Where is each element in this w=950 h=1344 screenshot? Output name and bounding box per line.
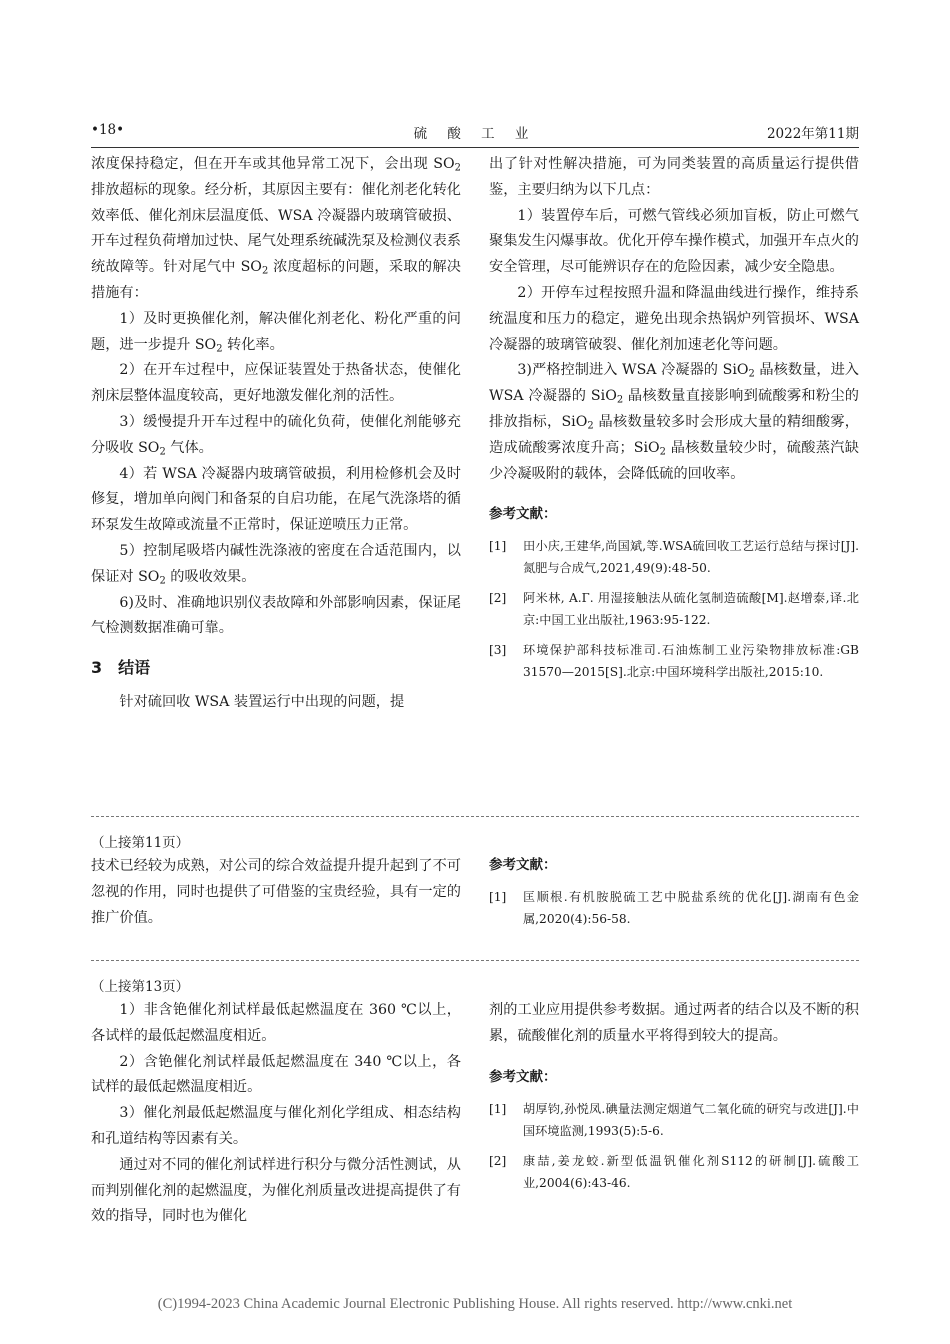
list-item: 2）在开车过程中，应保证装置处于热备状态，使催化剂床层整体温度较高，更好地激发催化剂的活性。 — [91, 362, 461, 405]
list-item: 1）及时更换催化剂，解决催化剂老化、粉化严重的问题，进一步提升 $SO_2$ 转化率。 — [91, 310, 461, 355]
paragraph: 浓度保持稳定，但在开车或其他异常工况下，会出现 $SO_2$ 排放超标的现象。经分析，其原因主要有：催化剂老化转化效率低、催化剂床层温度低、WSA 冷凝器内玻璃管破损、开车过程负荷增加过快、尾气处理系统碱洗泵及检测仪表系统故障等。针对尾气中 $SO_2$ 浓度超标的问题，采取的解决措施有： — [91, 156, 461, 301]
section-divider — [91, 960, 859, 961]
list-item: 3)严格控制进入 WSA 冷凝器的 SiO$_2$ 晶核数量，进入 WSA 冷凝器的 SiO$_2$ 晶核数量直接影响到硫酸雾和粉尘的排放指标，SiO$_2$ 晶核数量较多时会形成大量的精细酸雾，造成硫酸雾浓度升高；SiO$_2$ 晶核数量较少时，硫酸蒸汽缺少冷凝吸附的载体，会降低硫的回收率。 — [489, 362, 859, 482]
reference-item: [1] 田小庆,王建华,尚国斌,等.WSA硫回收工艺运行总结与探讨[J].氮肥与合成气,2021,49(9):48-50. — [489, 539, 859, 576]
list-item: 3）缓慢提升开车过程中的硫化负荷，使催化剂能够充分吸收 $SO_2$ 气体。 — [91, 413, 461, 458]
paragraph: 技术已经较为成熟，对公司的综合效益提升提升起到了不可忽视的作用，同时也提供了可借鉴的宝贵经验，具有一定的推广价值。 — [91, 858, 461, 926]
bottom-right-column — [489, 998, 859, 1202]
section-divider — [91, 816, 859, 817]
running-header — [91, 122, 859, 144]
list-item: 5）控制尾吸塔内碱性洗涤液的密度在合适范围内，以保证对 $SO_2$ 的吸收效果。 — [91, 542, 461, 587]
top-right-column — [489, 152, 859, 691]
journal-name: 硫 酸 工 业 — [413, 126, 537, 142]
copyright-footer: (C)1994-2023 China Academic Journal Electronic Publishing House. All rights reserved. http://www.cnki.net — [157, 1296, 793, 1312]
reference-item: [3] 环境保护部科技标准司.石油炼制工业污染物排放标准:GB 31570—2015[S].北京:中国环境科学出版社,2015:10. — [489, 643, 859, 680]
mid-left-column — [91, 832, 461, 931]
reference-item: [1] 匡顺根.有机胺脱硫工艺中脱盐系统的优化[J].湖南有色金属,2020(4):56-58. — [489, 890, 859, 926]
page-number: •18• — [91, 122, 125, 138]
reference-item: [2] 康喆,姜龙蛟.新型低温钒催化剂S112的研制[J].硫酸工业,2004(6):43-46. — [489, 1153, 859, 1190]
paragraph: 剂的工业应用提供参考数据。通过两者的结合以及不断的积累，硫酸催化剂的质量水平将得到较大的提高。 — [489, 1002, 859, 1044]
list-item: 2）开停车过程按照升温和降温曲线进行操作，维持系统温度和压力的稳定，避免出现余热锅炉列管损坏、WSA 冷凝器的玻璃管破裂、催化剂加速老化等问题。 — [489, 284, 859, 353]
issue-label: 2022年第11期 — [766, 126, 859, 142]
section-heading: 3 结语 — [91, 658, 151, 678]
mid-right-column — [489, 842, 859, 938]
references-heading: 参考文献： — [489, 1068, 557, 1085]
paragraph: 通过对不同的催化剂试样进行积分与微分活性测试，从而判别催化剂的起燃温度，为催化剂质量改进提高提供了有效的指导，同时也为催化 — [91, 1156, 461, 1225]
reference-item: [2] 阿米林, A.Г. 用湿接触法从硫化氢制造硫酸[M].赵增泰,译.北京:中国工业出版社,1963:95-122. — [489, 591, 859, 628]
continued-from-label: （上接第13页） — [91, 979, 190, 995]
list-item: 3）催化剂最低起燃温度与催化剂化学组成、相态结构和孔道结构等因素有关。 — [91, 1105, 461, 1147]
bottom-left-column — [91, 976, 461, 1230]
top-left-column — [91, 152, 461, 716]
paragraph: 针对硫回收 WSA 装置运行中出现的问题，提 — [119, 694, 405, 711]
list-item: 4）若 WSA 冷凝器内玻璃管破损，利用检修机会及时修复，增加单向阀门和备泵的自启功能，在尾气洗涤塔的循环泵发生故障或流量不正常时，保证逆喷压力正常。 — [91, 465, 461, 534]
references-heading: 参考文献： — [489, 857, 557, 873]
header-rule — [91, 147, 859, 148]
references-heading: 参考文献： — [489, 506, 557, 523]
list-item: 6)及时、准确地识别仪表故障和外部影响因素，保证尾气检测数据准确可靠。 — [91, 594, 461, 637]
list-item: 1）非含铯催化剂试样最低起燃温度在 360 ℃以上，各试样的最低起燃温度相近。 — [91, 1002, 461, 1044]
paragraph: 出了针对性解决措施，可为同类装置的高质量运行提供借鉴，主要归纳为以下几点： — [489, 156, 859, 198]
list-item: 2）含铯催化剂试样最低起燃温度在 340 ℃以上，各试样的最低起燃温度相近。 — [91, 1053, 461, 1096]
continued-from-label: （上接第11页） — [91, 835, 190, 851]
list-item: 1）装置停车后，可燃气管线必须加盲板，防止可燃气聚集发生闪爆事故。优化开停车操作模式，加强开车点火的安全管理，尽可能辨识存在的危险因素，减少安全隐患。 — [489, 207, 859, 276]
reference-item: [1] 胡厚钧,孙悦凤.碘量法测定烟道气二氧化硫的研究与改进[J].中国环境监测,1993(5):5-6. — [489, 1101, 859, 1138]
